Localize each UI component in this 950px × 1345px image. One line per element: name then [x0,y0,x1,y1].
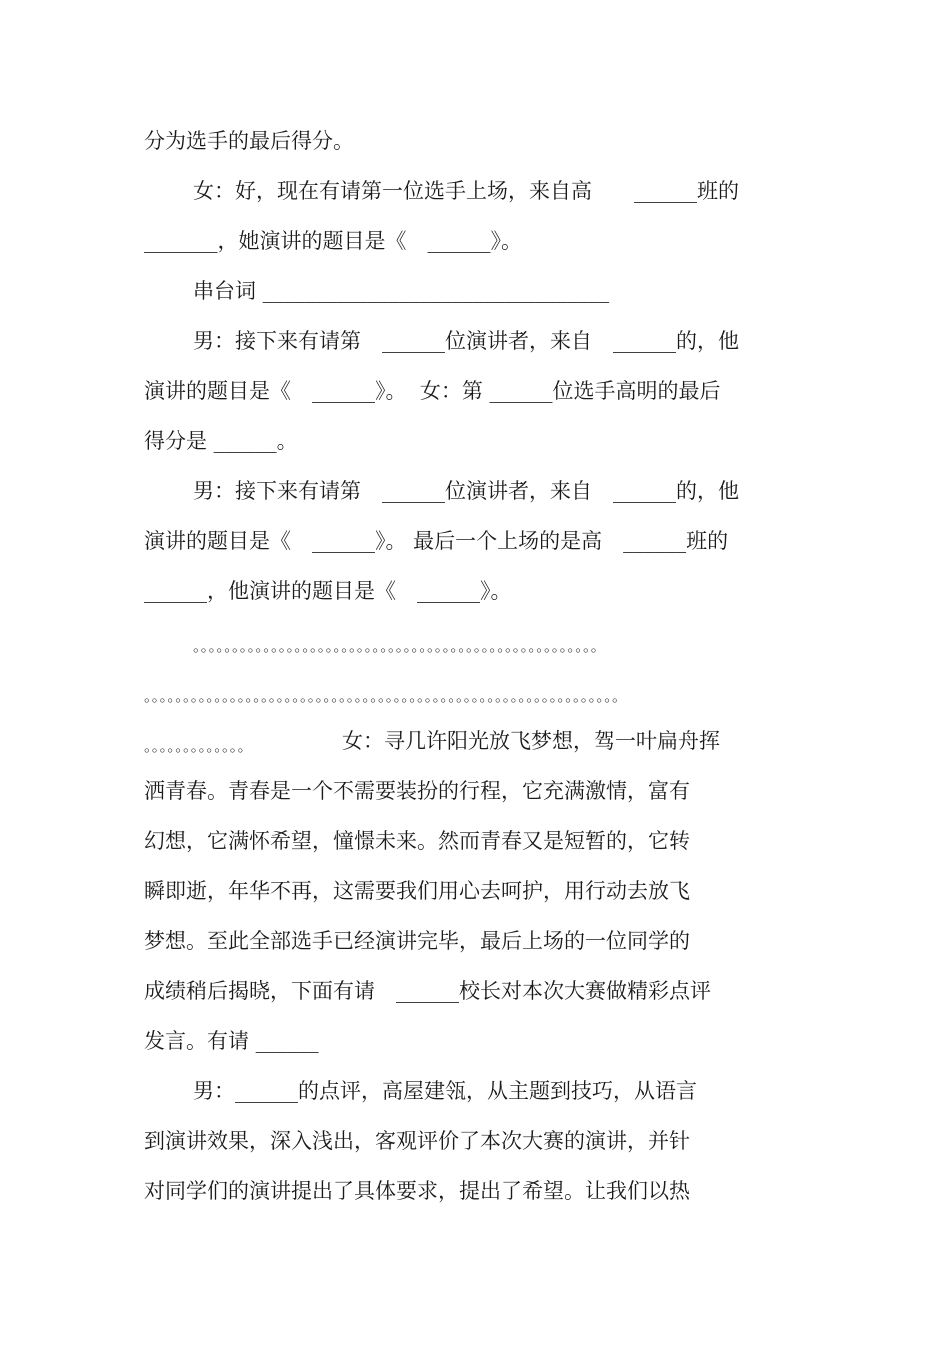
ellipsis-dots-1: 。。。。。。。。。。。。。。。。。。。。。。。。。。。。。。。。。。。。。。。。。。。。。。。。。。。。 [193,637,607,655]
ellipsis-dots-2: 。。。。。。。。。。。。。。。。。。。。。。。。。。。。。。。。。。。。。。。。。。。。。。。。。。。。。。。。。。。。。 [144,687,628,705]
text-line-15: 幻想，它满怀希望，憧憬未来。然而青春又是短暂的，它转 [144,829,690,853]
text-line-7: 得分是 ______。 [144,429,298,453]
text-line-20: 男：______的点评，高屋建瓴，从主题到技巧，从语言 [193,1079,697,1103]
text-line-6: 演讲的题目是《 ______》。 女：第 ______位选手高明的最后 [144,379,721,403]
text-line-21: 到演讲效果，深入浅出，客观评价了本次大赛的演讲，并针 [144,1129,690,1153]
text-line-10: ______，他演讲的题目是《 ______》。 [144,579,512,603]
text-line-9: 演讲的题目是《 ______》。 最后一个上场的是高 ______班的 [144,529,729,553]
text-line-2: 女：好，现在有请第一位选手上场，来自高 ______班的 [193,179,739,203]
text-line-19: 发言。有请 ______ [144,1029,319,1053]
text-line-5: 男：接下来有请第 ______位演讲者，来自 ______的，他 [193,329,739,353]
text-line-16: 瞬即逝，年华不再，这需要我们用心去呵护，用行动去放飞 [144,879,690,903]
text-line-3: _______，她演讲的题目是《 ______》。 [144,229,522,253]
text-line-18: 成绩稍后揭晓，下面有请 ______校长对本次大赛做精彩点评 [144,979,711,1003]
ellipsis-dots-3: 。。。。。。。。。。。。。 [144,737,253,755]
text-line-14: 洒青春。青春是一个不需要装扮的行程，它充满激情，富有 [144,779,690,803]
text-line-13: 女：寻几许阳光放飞梦想，驾一叶扁舟挥 [342,729,720,753]
text-line-8: 男：接下来有请第 ______位演讲者，来自 ______的，他 [193,479,739,503]
text-line-1: 分为选手的最后得分。 [144,129,354,153]
text-line-22: 对同学们的演讲提出了具体要求，提出了希望。让我们以热 [144,1179,690,1203]
text-line-4: 串台词 _________________________________ [193,279,610,303]
text-line-17: 梦想。至此全部选手已经演讲完毕，最后上场的一位同学的 [144,929,690,953]
